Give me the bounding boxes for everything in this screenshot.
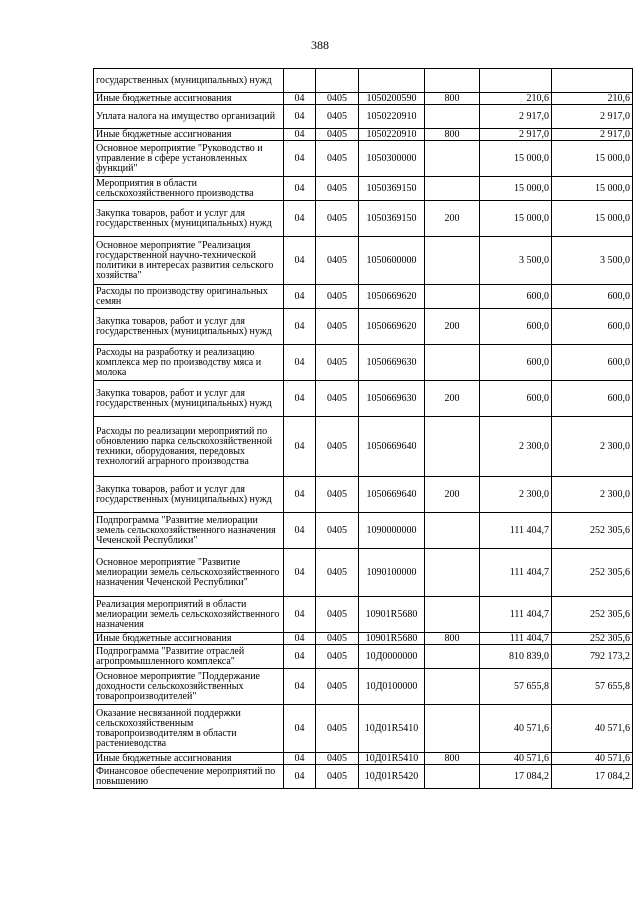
table-row — [94, 477, 633, 513]
cell-amount-2: 15 000,0 — [552, 177, 633, 201]
cell-amount-1: 210,6 — [480, 93, 552, 105]
cell-subsection: 0405 — [316, 513, 359, 549]
budget-table — [93, 68, 633, 789]
cell-amount-2: 252 305,6 — [552, 513, 633, 549]
cell-amount-2: 210,6 — [552, 93, 633, 105]
cell-name: Иные бюджетные ассигнования — [94, 93, 284, 105]
cell-name: Иные бюджетные ассигнования — [94, 129, 284, 141]
cell-name: государственных (муниципальных) нужд — [94, 69, 284, 93]
table-row — [94, 513, 633, 549]
cell-expense-type — [425, 597, 480, 633]
cell-amount-2: 792 173,2 — [552, 645, 633, 669]
cell-name: Реализация мероприятий в области мелиорации земель сельскохозяйственного назначения — [94, 597, 284, 633]
cell-amount-2: 2 917,0 — [552, 105, 633, 129]
cell-amount-1: 2 300,0 — [480, 477, 552, 513]
cell-amount-1: 600,0 — [480, 309, 552, 345]
cell-amount-2: 252 305,6 — [552, 549, 633, 597]
cell-target-article: 1050369150 — [359, 177, 425, 201]
cell-target-article: 10Д01R5420 — [359, 765, 425, 789]
cell-subsection: 0405 — [316, 645, 359, 669]
cell-name: Иные бюджетные ассигнования — [94, 753, 284, 765]
table-row — [94, 705, 633, 753]
cell-name: Подпрограмма "Развитие отраслей агропромышленного комплекса" — [94, 645, 284, 669]
cell-target-article: 1050369150 — [359, 201, 425, 237]
cell-target-article: 1050669640 — [359, 417, 425, 477]
table-row — [94, 381, 633, 417]
table-row — [94, 93, 633, 105]
cell-subsection: 0405 — [316, 345, 359, 381]
cell-expense-type — [425, 105, 480, 129]
cell-subsection: 0405 — [316, 381, 359, 417]
table-row — [94, 309, 633, 345]
cell-name: Основное мероприятие "Поддержание доходности сельскохозяйственных товаропроизводителей" — [94, 669, 284, 705]
cell-amount-1: 111 404,7 — [480, 597, 552, 633]
cell-target-article: 1090000000 — [359, 513, 425, 549]
table-row — [94, 177, 633, 201]
cell-expense-type — [425, 669, 480, 705]
cell-expense-type — [425, 645, 480, 669]
table-row — [94, 69, 633, 93]
cell-target-article: 1050669630 — [359, 345, 425, 381]
cell-amount-1: 15 000,0 — [480, 201, 552, 237]
cell-amount-1: 3 500,0 — [480, 237, 552, 285]
cell-amount-1: 17 084,2 — [480, 765, 552, 789]
cell-section: 04 — [284, 645, 316, 669]
cell-subsection: 0405 — [316, 201, 359, 237]
cell-section: 04 — [284, 237, 316, 285]
cell-amount-2: 40 571,6 — [552, 753, 633, 765]
table-row — [94, 765, 633, 789]
cell-target-article — [359, 69, 425, 93]
cell-expense-type — [425, 345, 480, 381]
cell-amount-2: 15 000,0 — [552, 201, 633, 237]
cell-amount-1: 600,0 — [480, 381, 552, 417]
cell-amount-1 — [480, 69, 552, 93]
table-row — [94, 345, 633, 381]
cell-amount-1: 2 917,0 — [480, 129, 552, 141]
cell-target-article: 1050220910 — [359, 105, 425, 129]
cell-subsection: 0405 — [316, 597, 359, 633]
cell-subsection: 0405 — [316, 477, 359, 513]
cell-section: 04 — [284, 381, 316, 417]
cell-section: 04 — [284, 513, 316, 549]
cell-amount-1: 15 000,0 — [480, 177, 552, 201]
cell-expense-type — [425, 705, 480, 753]
cell-subsection: 0405 — [316, 753, 359, 765]
cell-target-article: 1050220910 — [359, 129, 425, 141]
cell-amount-1: 810 839,0 — [480, 645, 552, 669]
cell-amount-2: 40 571,6 — [552, 705, 633, 753]
cell-target-article: 10901R5680 — [359, 633, 425, 645]
cell-amount-2: 600,0 — [552, 345, 633, 381]
cell-expense-type — [425, 513, 480, 549]
cell-amount-2: 15 000,0 — [552, 141, 633, 177]
cell-amount-2: 600,0 — [552, 309, 633, 345]
cell-subsection: 0405 — [316, 549, 359, 597]
cell-amount-2: 17 084,2 — [552, 765, 633, 789]
cell-expense-type: 800 — [425, 633, 480, 645]
cell-subsection: 0405 — [316, 309, 359, 345]
cell-target-article: 1050669620 — [359, 309, 425, 345]
cell-section: 04 — [284, 765, 316, 789]
cell-section: 04 — [284, 597, 316, 633]
cell-expense-type: 200 — [425, 381, 480, 417]
cell-section: 04 — [284, 309, 316, 345]
cell-target-article: 10901R5680 — [359, 597, 425, 633]
cell-section — [284, 69, 316, 93]
table-row — [94, 753, 633, 765]
cell-amount-2: 600,0 — [552, 381, 633, 417]
cell-amount-1: 600,0 — [480, 345, 552, 381]
table-row — [94, 633, 633, 645]
cell-amount-1: 2 917,0 — [480, 105, 552, 129]
cell-subsection: 0405 — [316, 765, 359, 789]
cell-target-article: 10Д01R5410 — [359, 705, 425, 753]
cell-target-article: 1050669640 — [359, 477, 425, 513]
cell-section: 04 — [284, 549, 316, 597]
cell-subsection: 0405 — [316, 93, 359, 105]
cell-name: Расходы по производству оригинальных семян — [94, 285, 284, 309]
cell-subsection: 0405 — [316, 141, 359, 177]
cell-expense-type: 200 — [425, 477, 480, 513]
cell-target-article: 1050669620 — [359, 285, 425, 309]
cell-expense-type: 800 — [425, 753, 480, 765]
table-row — [94, 105, 633, 129]
cell-expense-type — [425, 141, 480, 177]
cell-expense-type: 800 — [425, 129, 480, 141]
cell-subsection: 0405 — [316, 237, 359, 285]
cell-amount-1: 57 655,8 — [480, 669, 552, 705]
cell-amount-1: 15 000,0 — [480, 141, 552, 177]
cell-section: 04 — [284, 705, 316, 753]
cell-name: Мероприятия в области сельскохозяйственного производства — [94, 177, 284, 201]
cell-expense-type — [425, 177, 480, 201]
cell-target-article: 10Д01R5410 — [359, 753, 425, 765]
cell-target-article: 10Д0100000 — [359, 669, 425, 705]
cell-amount-1: 600,0 — [480, 285, 552, 309]
page-number: 388 — [311, 38, 329, 52]
cell-amount-2: 2 300,0 — [552, 477, 633, 513]
cell-amount-2: 600,0 — [552, 285, 633, 309]
cell-expense-type: 200 — [425, 309, 480, 345]
cell-amount-1: 111 404,7 — [480, 513, 552, 549]
cell-name: Закупка товаров, работ и услуг для государственных (муниципальных) нужд — [94, 381, 284, 417]
cell-expense-type: 200 — [425, 201, 480, 237]
table-row — [94, 141, 633, 177]
cell-subsection — [316, 69, 359, 93]
cell-target-article: 1050200590 — [359, 93, 425, 105]
cell-section: 04 — [284, 93, 316, 105]
cell-section: 04 — [284, 345, 316, 381]
table-row — [94, 645, 633, 669]
cell-amount-2: 3 500,0 — [552, 237, 633, 285]
cell-name: Иные бюджетные ассигнования — [94, 633, 284, 645]
cell-subsection: 0405 — [316, 177, 359, 201]
cell-section: 04 — [284, 417, 316, 477]
cell-amount-1: 40 571,6 — [480, 705, 552, 753]
table-row — [94, 549, 633, 597]
cell-target-article: 1090100000 — [359, 549, 425, 597]
cell-name: Основное мероприятие "Реализация государственной научно-технической политики в интересах развития сельского хозяйства" — [94, 237, 284, 285]
cell-amount-1: 111 404,7 — [480, 633, 552, 645]
cell-expense-type — [425, 237, 480, 285]
table-row — [94, 285, 633, 309]
cell-name: Расходы на разработку и реализацию комплекса мер по производству мяса и молока — [94, 345, 284, 381]
cell-amount-2: 57 655,8 — [552, 669, 633, 705]
table-row — [94, 417, 633, 477]
cell-amount-2: 252 305,6 — [552, 633, 633, 645]
cell-target-article: 1050669630 — [359, 381, 425, 417]
cell-target-article: 1050600000 — [359, 237, 425, 285]
cell-section: 04 — [284, 477, 316, 513]
cell-expense-type — [425, 69, 480, 93]
cell-section: 04 — [284, 633, 316, 645]
cell-section: 04 — [284, 177, 316, 201]
cell-name: Закупка товаров, работ и услуг для государственных (муниципальных) нужд — [94, 309, 284, 345]
cell-section: 04 — [284, 129, 316, 141]
cell-section: 04 — [284, 669, 316, 705]
cell-section: 04 — [284, 141, 316, 177]
cell-subsection: 0405 — [316, 285, 359, 309]
cell-section: 04 — [284, 201, 316, 237]
cell-name: Закупка товаров, работ и услуг для государственных (муниципальных) нужд — [94, 477, 284, 513]
cell-amount-2: 2 300,0 — [552, 417, 633, 477]
cell-subsection: 0405 — [316, 417, 359, 477]
cell-name: Основное мероприятие "Руководство и управление в сфере установленных функций" — [94, 141, 284, 177]
cell-name: Закупка товаров, работ и услуг для государственных (муниципальных) нужд — [94, 201, 284, 237]
cell-subsection: 0405 — [316, 129, 359, 141]
cell-expense-type — [425, 417, 480, 477]
cell-subsection: 0405 — [316, 705, 359, 753]
cell-name: Расходы по реализации мероприятий по обновлению парка сельскохозяйственной техники, оборудования, передовых технологий аграрного производства — [94, 417, 284, 477]
table-row — [94, 129, 633, 141]
table-row — [94, 597, 633, 633]
cell-expense-type — [425, 549, 480, 597]
table-row — [94, 669, 633, 705]
cell-section: 04 — [284, 285, 316, 309]
table-row — [94, 201, 633, 237]
cell-amount-1: 2 300,0 — [480, 417, 552, 477]
cell-name: Подпрограмма "Развитие мелиорации земель сельскохозяйственного назначения Чеченской Республики" — [94, 513, 284, 549]
cell-amount-1: 111 404,7 — [480, 549, 552, 597]
cell-subsection: 0405 — [316, 105, 359, 129]
cell-subsection: 0405 — [316, 669, 359, 705]
cell-section: 04 — [284, 753, 316, 765]
cell-amount-2 — [552, 69, 633, 93]
cell-expense-type — [425, 285, 480, 309]
cell-amount-1: 40 571,6 — [480, 753, 552, 765]
cell-target-article: 10Д0000000 — [359, 645, 425, 669]
cell-target-article: 1050300000 — [359, 141, 425, 177]
cell-name: Основное мероприятие "Развитие мелиорации земель сельскохозяйственного назначения Чеченской Республики" — [94, 549, 284, 597]
cell-section: 04 — [284, 105, 316, 129]
cell-amount-2: 2 917,0 — [552, 129, 633, 141]
cell-expense-type: 800 — [425, 93, 480, 105]
cell-name: Уплата налога на имущество организаций — [94, 105, 284, 129]
cell-name: Оказание несвязанной поддержки сельскохозяйственным товаропроизводителям в области растениеводства — [94, 705, 284, 753]
table-row — [94, 237, 633, 285]
cell-subsection: 0405 — [316, 633, 359, 645]
cell-amount-2: 252 305,6 — [552, 597, 633, 633]
cell-expense-type — [425, 765, 480, 789]
cell-name: Финансовое обеспечение мероприятий по повышению — [94, 765, 284, 789]
